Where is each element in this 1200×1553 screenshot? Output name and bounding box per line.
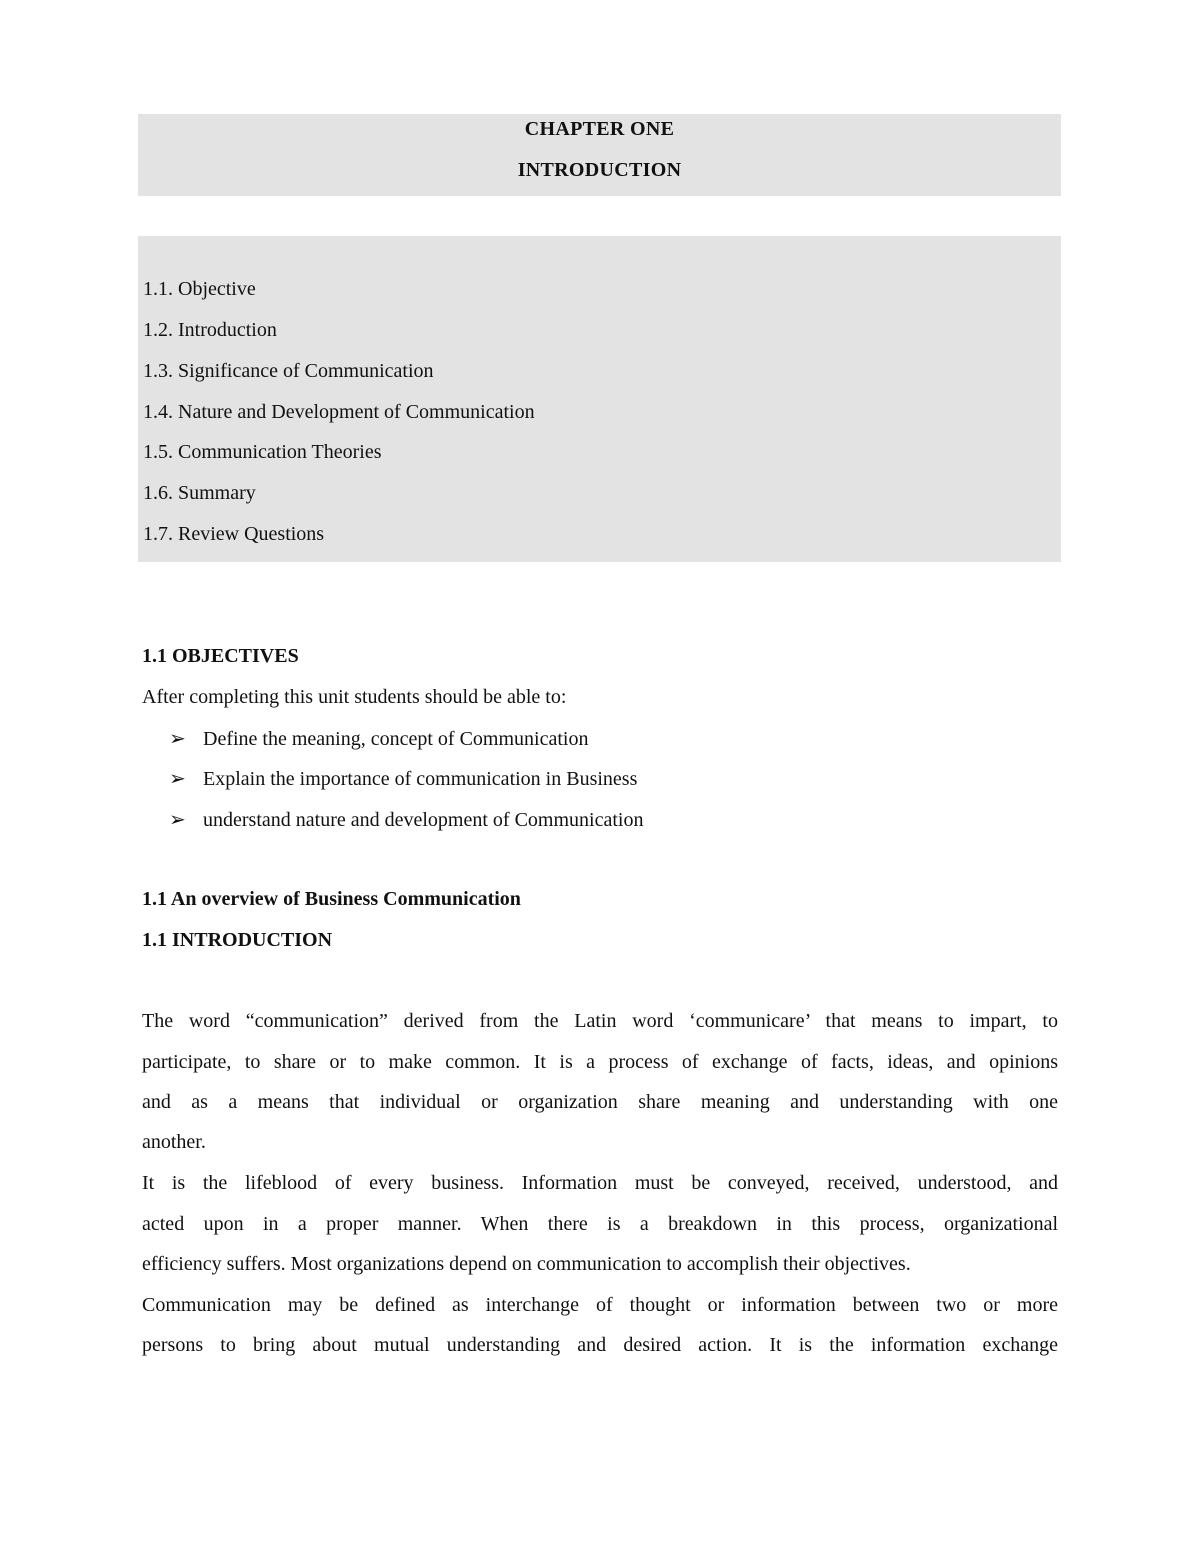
body-line: Communication may be defined as interchange of thought or information between two or more [142, 1294, 1058, 1316]
objective-bullet [169, 807, 643, 832]
body-line: efficiency suffers. Most organizations depend on communication to accomplish their objectives. [142, 1253, 911, 1275]
body-line: participate, to share or to make common. It is a process of exchange of facts, ideas, and opinions [142, 1051, 1058, 1073]
objective-text: understand nature and development of Communication [203, 809, 644, 831]
toc-item: 1.6. Summary [143, 482, 256, 504]
body-line: acted upon in a proper manner. When there is a breakdown in this process, organizational [142, 1213, 1058, 1235]
introduction-heading: 1.1 INTRODUCTION [142, 929, 333, 951]
objective-text: Explain the importance of communication in Business [203, 768, 638, 790]
toc-item: 1.3. Significance of Communication [143, 360, 434, 382]
toc-item: 1.4. Nature and Development of Communication [143, 401, 535, 423]
body-line: It is the lifeblood of every business. Information must be conveyed, received, understood, and [142, 1172, 1058, 1194]
body-line: persons to bring about mutual understanding and desired action. It is the information exchange [142, 1334, 1058, 1356]
chapter-label: CHAPTER ONE [524, 118, 675, 140]
objectives-heading: 1.1 OBJECTIVES [142, 645, 299, 667]
chapter-header [138, 114, 1061, 196]
arrow-bullet-icon: ➢ [169, 809, 186, 831]
toc-item: 1.5. Communication Theories [143, 441, 382, 463]
overview-heading: 1.1 An overview of Business Communication [142, 888, 521, 910]
arrow-bullet-icon: ➢ [169, 768, 186, 790]
toc-item: 1.7. Review Questions [143, 523, 325, 545]
arrow-bullet-icon: ➢ [169, 728, 186, 750]
table-of-contents [138, 236, 1061, 562]
objective-bullet [169, 726, 588, 751]
objective-bullet [169, 766, 637, 791]
toc-item: 1.2. Introduction [143, 319, 277, 341]
body-line: The word “communication” derived from the Latin word ‘communicare’ that means to impart, to [142, 1010, 1058, 1032]
body-line: and as a means that individual or organization share meaning and understanding with one [142, 1091, 1058, 1113]
objectives-intro: After completing this unit students should be able to: [142, 686, 567, 708]
chapter-title: INTRODUCTION [517, 159, 682, 181]
objective-text: Define the meaning, concept of Communication [203, 728, 589, 750]
body-line: another. [142, 1131, 206, 1153]
toc-item: 1.1. Objective [143, 278, 256, 300]
